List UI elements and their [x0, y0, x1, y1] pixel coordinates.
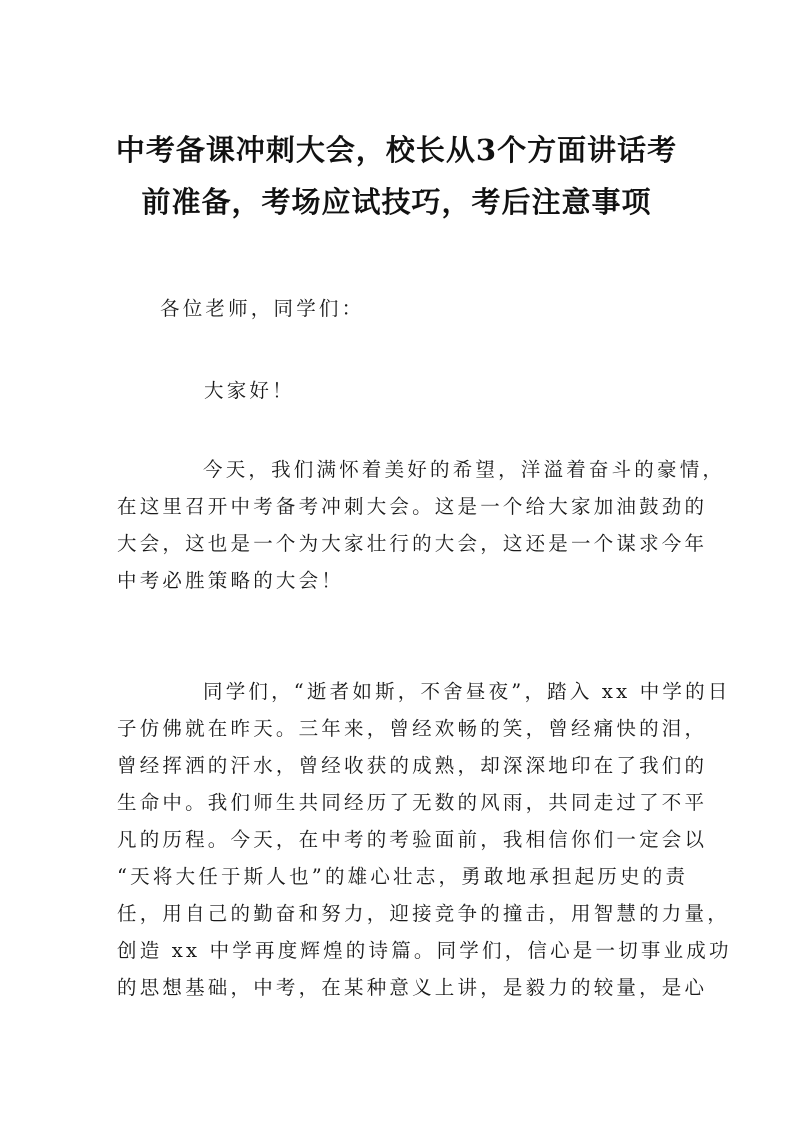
paragraph-line: 生命中。我们师生共同经历了无数的风雨，共同走过了不平: [117, 791, 708, 814]
paragraph-line: 的思想基础，中考，在某种意义上讲，是毅力的较量，是心: [117, 976, 708, 999]
paragraph-line: 大会，这也是一个为大家壮行的大会，这还是一个谋求今年: [117, 532, 708, 555]
paragraph-line: 曾经挥洒的汗水，曾经收获的成熟，却深深地印在了我们的: [117, 754, 708, 777]
paragraph-1: [117, 451, 726, 599]
paragraph-line: 今天，我们满怀着美好的希望，洋溢着奋斗的豪情，: [203, 458, 726, 481]
paragraph-line: 中考必胜策略的大会！: [117, 569, 345, 592]
document-title: [110, 124, 683, 228]
title-line-1: 中考备课冲刺大会，校长从3个方面讲话考: [115, 133, 678, 167]
paragraph-line: 创造 xx 中学再度辉煌的诗篇。同学们，信心是一切事业成功: [117, 939, 732, 962]
paragraph-line: 在这里召开中考备考冲刺大会。这是一个给大家加油鼓劲的: [117, 495, 708, 518]
greeting: [204, 372, 764, 409]
paragraph-line: “天将大任于斯人也”的雄心壮志，勇敢地承担起历史的责: [117, 865, 689, 888]
title-line-2: 前准备，考场应试技巧，考后注意事项: [141, 185, 652, 219]
salutation: [160, 290, 720, 327]
salutation-text: 各位老师，同学们：: [160, 297, 365, 320]
greeting-text: 大家好！: [204, 379, 295, 402]
paragraph-2: [117, 673, 732, 1006]
paragraph-line: 凡的历程。今天，在中考的考验面前，我相信你们一定会以: [117, 828, 708, 851]
paragraph-line: 任，用自己的勤奋和努力，迎接竞争的撞击，用智慧的力量，: [117, 902, 730, 925]
paragraph-line: 同学们，“逝者如斯，不舍昼夜”，踏入 xx 中学的日: [203, 680, 731, 703]
paragraph-line: 子仿佛就在昨天。三年来，曾经欢畅的笑，曾经痛快的泪，: [117, 717, 708, 740]
